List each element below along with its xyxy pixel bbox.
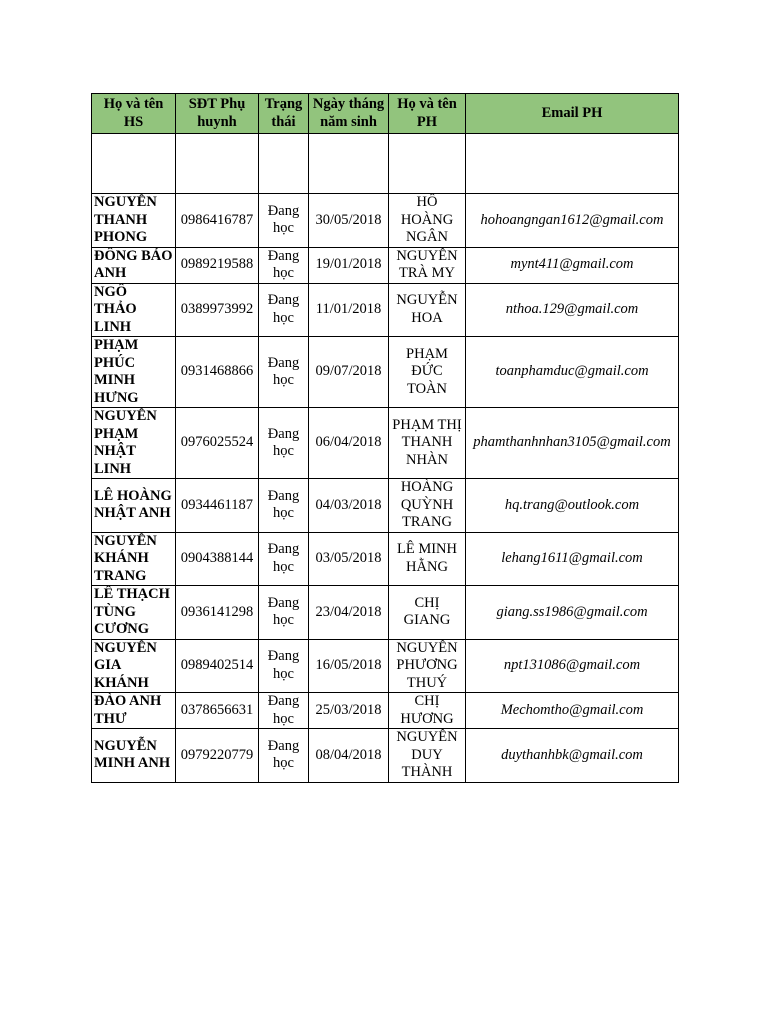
status-cell: Đang học [259, 337, 309, 408]
student-name-cell: LÊ HOÀNG NHẬT ANH [92, 479, 176, 533]
parent-phone-cell: 0904388144 [176, 532, 259, 586]
parent-phone-cell: 0976025524 [176, 408, 259, 479]
parent-email-cell: phamthanhnhan3105@gmail.com [466, 408, 679, 479]
student-name-cell: NGUYỄN THANH PHONG [92, 194, 176, 248]
table-row [92, 283, 679, 337]
parent-phone-cell: 0389973992 [176, 283, 259, 337]
empty-cell [259, 134, 309, 194]
parent-phone-cell: 0986416787 [176, 194, 259, 248]
parent-phone-cell: 0979220779 [176, 729, 259, 783]
parent-email-cell: nthoa.129@gmail.com [466, 283, 679, 337]
empty-cell [389, 134, 466, 194]
status-cell: Đang học [259, 247, 309, 283]
header-status: Trạng thái [259, 94, 309, 134]
parent-phone-cell: 0989219588 [176, 247, 259, 283]
table-row [92, 479, 679, 533]
parent-phone-cell: 0934461187 [176, 479, 259, 533]
table-row [92, 639, 679, 693]
parent-name-cell: CHỊ HƯƠNG [389, 693, 466, 729]
parent-name-cell: CHỊ GIANG [389, 586, 466, 640]
birth-date-cell: 09/07/2018 [309, 337, 389, 408]
parent-email-cell: hohoangngan1612@gmail.com [466, 194, 679, 248]
header-name-ph: Họ và tên PH [389, 94, 466, 134]
header-phone: SĐT Phụ huynh [176, 94, 259, 134]
table-body [92, 134, 679, 783]
header-row [92, 94, 679, 134]
status-cell: Đang học [259, 532, 309, 586]
status-cell: Đang học [259, 479, 309, 533]
table-row [92, 532, 679, 586]
parent-email-cell: lehang1611@gmail.com [466, 532, 679, 586]
student-name-cell: NGUYỄN PHẠM NHẬT LINH [92, 408, 176, 479]
birth-date-cell: 25/03/2018 [309, 693, 389, 729]
parent-email-cell: duythanhbk@gmail.com [466, 729, 679, 783]
student-name-cell: NGUYỄN MINH ANH [92, 729, 176, 783]
table-row [92, 586, 679, 640]
header-name-hs: Họ và tên HS [92, 94, 176, 134]
student-name-cell: ĐÔNG BẢO ANH [92, 247, 176, 283]
status-cell: Đang học [259, 729, 309, 783]
table-row [92, 408, 679, 479]
parent-name-cell: NGUYỄN HOA [389, 283, 466, 337]
empty-cell [176, 134, 259, 194]
student-name-cell: NGÔ THẢO LINH [92, 283, 176, 337]
parent-phone-cell: 0989402514 [176, 639, 259, 693]
parent-name-cell: LÊ MINH HẰNG [389, 532, 466, 586]
parent-name-cell: HỒ HOÀNG NGÂN [389, 194, 466, 248]
parent-name-cell: PHẠM THỊ THANH NHÀN [389, 408, 466, 479]
birth-date-cell: 23/04/2018 [309, 586, 389, 640]
birth-date-cell: 19/01/2018 [309, 247, 389, 283]
header-dob: Ngày tháng năm sinh [309, 94, 389, 134]
parent-phone-cell: 0378656631 [176, 693, 259, 729]
parent-name-cell: NGUYỄN TRÀ MY [389, 247, 466, 283]
parent-name-cell: PHẠM ĐỨC TOÀN [389, 337, 466, 408]
empty-row [92, 134, 679, 194]
table-row [92, 337, 679, 408]
table-row [92, 194, 679, 248]
birth-date-cell: 08/04/2018 [309, 729, 389, 783]
parent-name-cell: NGUYỄN DUY THÀNH [389, 729, 466, 783]
parent-name-cell: HOÀNG QUỲNH TRANG [389, 479, 466, 533]
parent-email-cell: npt131086@gmail.com [466, 639, 679, 693]
status-cell: Đang học [259, 639, 309, 693]
student-name-cell: ĐÀO ANH THƯ [92, 693, 176, 729]
birth-date-cell: 11/01/2018 [309, 283, 389, 337]
birth-date-cell: 04/03/2018 [309, 479, 389, 533]
empty-cell [309, 134, 389, 194]
birth-date-cell: 16/05/2018 [309, 639, 389, 693]
status-cell: Đang học [259, 283, 309, 337]
table-row [92, 693, 679, 729]
parent-email-cell: giang.ss1986@gmail.com [466, 586, 679, 640]
table-row [92, 729, 679, 783]
header-email: Email PH [466, 94, 679, 134]
student-name-cell: NGUYỄN KHÁNH TRANG [92, 532, 176, 586]
status-cell: Đang học [259, 693, 309, 729]
birth-date-cell: 30/05/2018 [309, 194, 389, 248]
birth-date-cell: 06/04/2018 [309, 408, 389, 479]
parent-email-cell: Mechomtho@gmail.com [466, 693, 679, 729]
status-cell: Đang học [259, 194, 309, 248]
student-name-cell: NGUYỄN GIA KHÁNH [92, 639, 176, 693]
empty-cell [466, 134, 679, 194]
student-table [91, 93, 679, 783]
student-name-cell: PHẠM PHÚC MINH HƯNG [92, 337, 176, 408]
parent-phone-cell: 0931468866 [176, 337, 259, 408]
birth-date-cell: 03/05/2018 [309, 532, 389, 586]
status-cell: Đang học [259, 586, 309, 640]
status-cell: Đang học [259, 408, 309, 479]
parent-email-cell: toanphamduc@gmail.com [466, 337, 679, 408]
parent-name-cell: NGUYỄN PHƯƠNG THUÝ [389, 639, 466, 693]
parent-phone-cell: 0936141298 [176, 586, 259, 640]
student-name-cell: LÊ THẠCH TÙNG CƯƠNG [92, 586, 176, 640]
parent-email-cell: hq.trang@outlook.com [466, 479, 679, 533]
table-header [92, 94, 679, 134]
parent-email-cell: mynt411@gmail.com [466, 247, 679, 283]
empty-cell [92, 134, 176, 194]
table-row [92, 247, 679, 283]
